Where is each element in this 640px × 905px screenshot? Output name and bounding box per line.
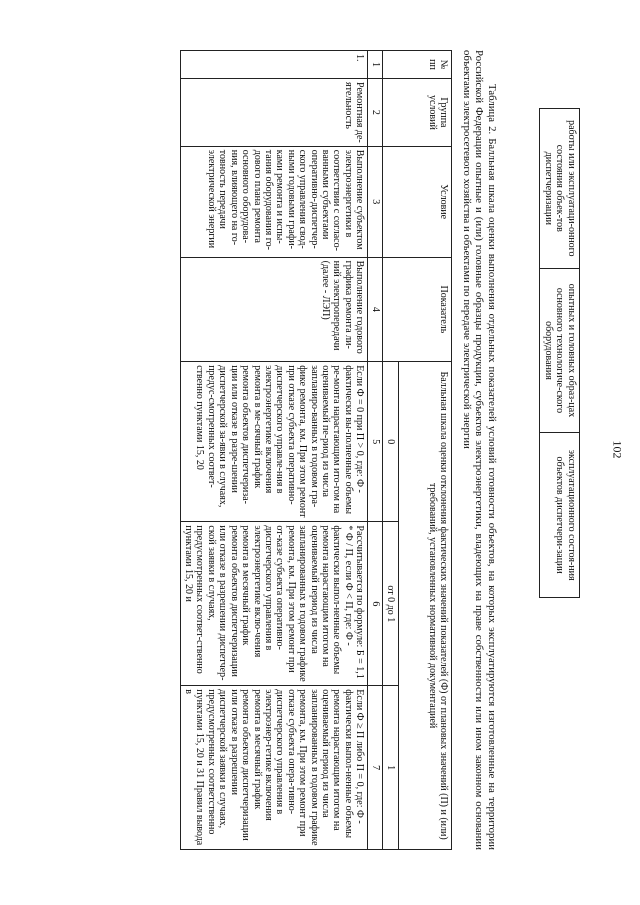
row-number: 1. — [180, 51, 368, 79]
column-number-row — [368, 51, 382, 850]
header-condition: Условие — [382, 146, 451, 257]
row-indicator: Выполнение годового графика ремонта ли-ний электропередачи (далее - ЛЭП) — [180, 257, 368, 362]
col-number: 7 — [368, 686, 382, 850]
header-score-1: 1 — [382, 686, 398, 850]
continuation-table — [540, 108, 581, 598]
table-row — [180, 51, 368, 850]
row-condition: Выполнение субъектом электроэнергетики в соответствии с согласо-ванными субъектами оперативно-диспетчер-ского управления свод-ными годовыми графи-ками ремонта и испы-тания оборудования го-дового плана ремонта основного оборудова-ния, влияющего на го-товность передачи электрической энергии — [180, 146, 368, 257]
page-number: 102 — [610, 440, 625, 459]
rotated-page — [50, 42, 590, 862]
header-group: Группа условий — [382, 79, 451, 147]
col-number: 3 — [368, 146, 382, 257]
header-indicator: Показатель — [382, 257, 451, 362]
header-score-0-1: от 0 до 1 — [382, 522, 398, 686]
score-table — [180, 50, 452, 850]
continuation-cell-2: опытных и головных образ-цах основного технологиче-ского оборудования — [540, 268, 580, 433]
continuation-cell-1: работы или эксплуатаци-онного состояния объек-тов диспетчеризации — [540, 109, 580, 269]
table-caption: Таблица 2. Балльная шкала оценки выполнения отдельных показателей условий готовности объектов, на которых эксплуатируются изготовленные на территории Российской Федерации опытные и (или) головные образцы продукции, субъектов электроэнергетики, владеющих на праве собственности или ином законном основании объектами электросетевого хозяйства и объектами по передаче электрической энергии — [461, 50, 498, 850]
row-score-0-1: Рассчитывается по формуле: Б = 1,1 * Ф / П, если Ф < П, где: Ф - фактически выпол-ненные объемы ремонта нарастающим итогом на оцениваемый период из числа запланированных в годовом графике ремонта, км. При этом ремонт при от-казе субъекта оперативно-диспетчерского управления в электроэнергетике вклю-чения ремонта в месячный график ремонта объектов диспетчеризации или отказе в разрешении диспетчер-ской заявки в случаях, предусмотренных соответ-ственно пунктами 15, 20 и — [180, 522, 368, 686]
col-number: 4 — [368, 257, 382, 362]
row-score-1: Если Ф ≥ П либо П = 0, где: Ф - фактически выпол-ненные объемы ремонта нарастающим итогом на оцениваемый период из числа запланированных в годовом графике ремонта, км. При этом ремонт при отказе субъекта опера-тивно-диспетчерского управления в электроэнер-гетике включения ремонта в месячный график ремонта объектов диспетчеризации или отказе в разрешении диспетчерской заявки в случаях, предусмотренных соответственно пунктами 15, 20 и 31 Правил вывода в — [180, 686, 368, 850]
col-number: 5 — [368, 362, 382, 522]
header-scale: Балльная шкала оценки отклонения фактических значений показателей (Ф) от плановых значений (П) и (или) требований, установленных нормативной документацией — [399, 362, 452, 850]
continuation-cell-3: эксплуатационного состоя-ния объектов диспетчери-зации — [540, 433, 580, 598]
row-score-0: Если Ф = 0 при П > 0, где: Ф - фактически вы-полненные объемы ре-монта нарастающим ито-гом на оцениваемый пе-риод из числа запланиро-ванных в годовом гра-фике ремонта, км. При этом ремонт при отказе субъекта оперативно-диспетчерского управле-ния в электроэнергетике включения ремонта в ме-сячный график ремонта объектов диспетчериза-ции или отказе в разре-шении диспетчерской за-явки в случаях, предус-смотренных соответ-ственно пунктами 15, 20 — [180, 362, 368, 522]
row-group: Ремонтная де-ятельность — [180, 79, 368, 147]
col-number: 2 — [368, 79, 382, 147]
header-score-0: 0 — [382, 362, 398, 522]
col-number: 1 — [368, 51, 382, 79]
col-number: 6 — [368, 522, 382, 686]
header-no: № пп — [382, 51, 451, 79]
